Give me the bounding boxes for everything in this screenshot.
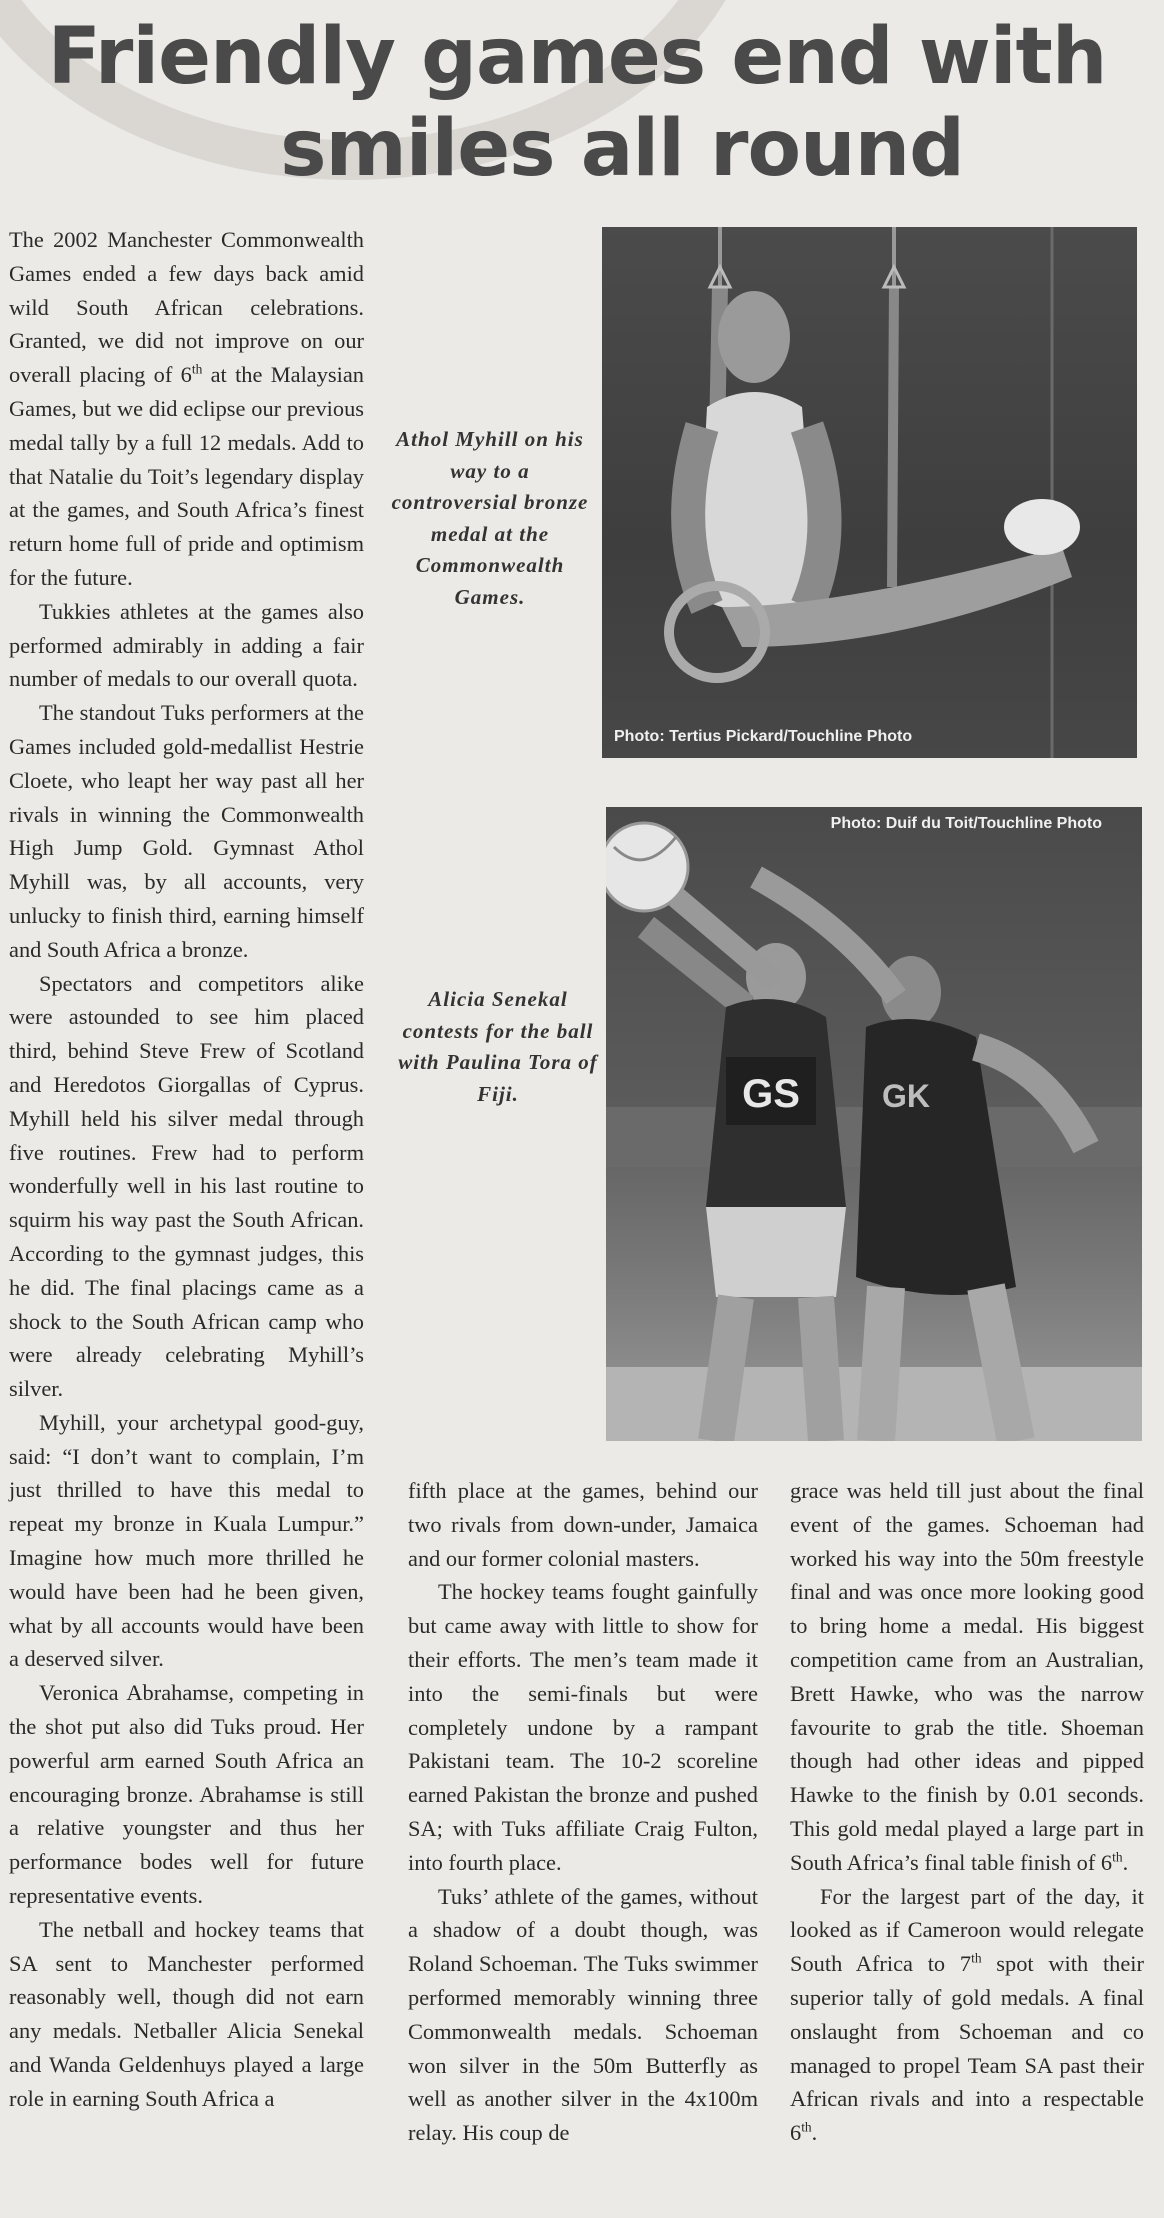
paragraph: The netball and hockey teams that SA sent to Manchester performed reasonably well, though did not earn any medals. Netballer Alicia Senekal and Wanda Geldenhuys played a large role in earning South Africa a [9, 1916, 364, 2111]
photo-credit-gymnast: Photo: Tertius Pickard/Touchline Photo [614, 728, 913, 745]
photo-netball [606, 807, 1142, 1441]
paragraph: Tuks’ athlete of the games, without a shadow of a doubt though, was Roland Schoeman. The Tuks swimmer performed memorably winning three Commonwealth medals. Schoeman won silver in the 50m Butterfly as well as another silver in the 4x100m relay. His coup de [408, 1883, 758, 2146]
paragraph: fifth place at the games, behind our two rivals from down-under, Jamaica and our former colonial masters. [408, 1478, 758, 1571]
headline-line-2: smiles all round [280, 104, 964, 194]
paragraph: Veronica Abrahamse, competing in the shot put also did Tuks proud. Her powerful arm earned South Africa an encouraging bronze. Abrahamse is still a relative youngster and thus her performance bodes well for future representative events. [9, 1680, 364, 1909]
bib-gs: GS [742, 1072, 800, 1116]
article-column-3 [790, 1474, 1144, 2150]
paragraph: The 2002 Manchester Commonwealth Games ended a few days back amid wild South African celebrations. Granted, we did not improve on our overall placing of 6th at the Malaysian Games, but we did eclipse our previous medal tally by a full 12 medals. Add to that Natalie du Toit’s legendary display at the games, and South Africa’s finest return home full of pride and optimism for the future. [9, 227, 364, 590]
paragraph: For the largest part of the day, it looked as if Cameroon would relegate South Africa to 7th spot with their superior tally of gold medals. A final onslaught from Schoeman and co managed to propel Team SA past their African rivals and into a respectable 6th. [790, 1883, 1144, 2146]
paragraph: Tukkies athletes at the games also performed admirably in adding a fair number of medals to our overall quota. [9, 598, 364, 692]
article-column-2 [408, 1474, 758, 2150]
photo-caption-netball: Alicia Senekal contests for the ball with Paulina Tora of Fiji. [398, 987, 598, 1106]
photo-caption-gymnast: Athol Myhill on his way to a controversial bronze medal at the Commonwealth Games. [391, 427, 589, 609]
gymnast-illustration [602, 227, 1137, 758]
paragraph: Spectators and competitors alike were astounded to see him placed third, behind Steve Frew of Scotland and Heredotos Giorgallas of Cyprus. Myhill held his silver medal through five routines. Frew had to perform wonderfully well in his last routine to squirm his way past the South African. According to the gymnast judges, this he did. The final placings came as a shock to the South African camp who were already celebrating Myhill’s silver. [9, 970, 364, 1402]
paragraph: The standout Tuks performers at the Games included gold-medallist Hestrie Cloete, who leapt her way past all her rivals in winning the Commonwealth High Jump Gold. Gymnast Athol Myhill was, by all accounts, very unlucky to finish third, earning himself and South Africa a bronze. [9, 700, 364, 962]
headline-line-1: Friendly games end with [47, 12, 1107, 102]
headline [0, 12, 1164, 194]
netball-illustration [606, 807, 1142, 1441]
paragraph: Myhill, your archetypal good-guy, said: “I don’t want to complain, I’m just thrilled to have this medal to repeat my bronze in Kuala Lumpur.” Imagine how much more thrilled he would have been had he been given, what by all accounts would have been a deserved silver. [9, 1409, 364, 1672]
bib-gk: GK [882, 1078, 930, 1114]
photo-credit-netball: Photo: Duif du Toit/Touchline Photo [830, 815, 1102, 832]
paragraph: grace was held till just about the final event of the games. Schoeman had worked his way into the 50m freestyle final and was once more looking good to bring home a medal. His biggest competition came from an Australian, Brett Hawke, who was the narrow favourite to grab the title. Shoeman though had other ideas and pipped Hawke to the finish by 0.01 seconds. This gold medal played a large part in South Africa’s final table finish of 6th. [790, 1478, 1144, 1875]
photo-gymnast [602, 227, 1137, 758]
article-column-1 [9, 223, 364, 2116]
paragraph: The hockey teams fought gainfully but came away with little to show for their efforts. The men’s team made it into the semi-finals but were completely undone by a rampant Pakistani team. The 10-2 scoreline earned Pakistan the bronze and pushed SA; with Tuks affiliate Craig Fulton, into fourth place. [408, 1579, 758, 1875]
